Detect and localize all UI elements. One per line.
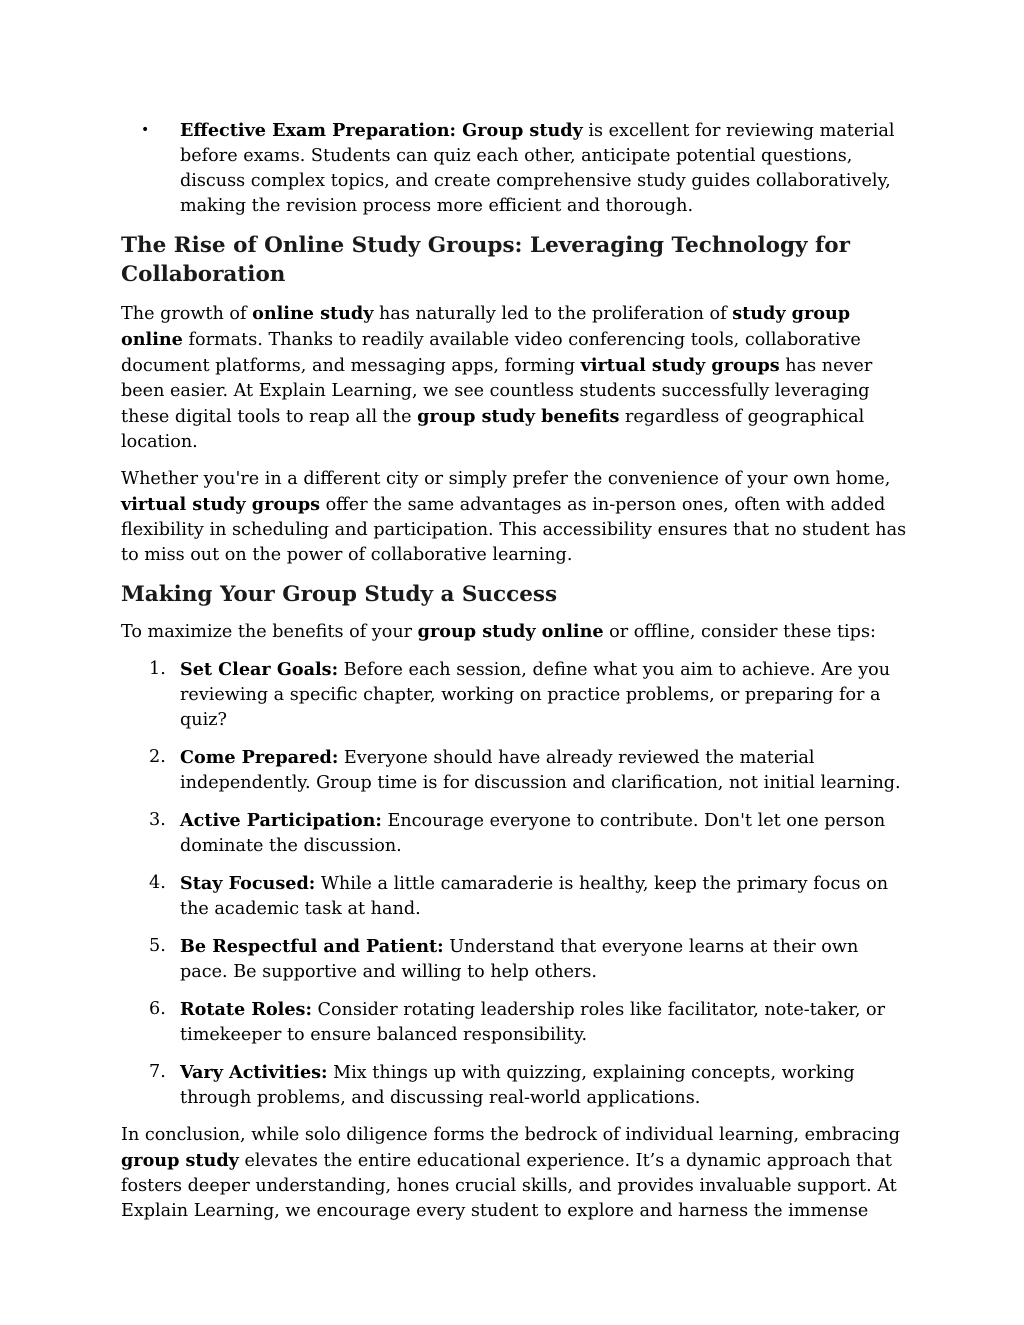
list-number: 3. xyxy=(149,810,166,830)
list-item: 1. Set Clear Goals: Before each session, define what you aim to achieve. Are you reviewing a specific chapter, working on practice problems, or preparing for a quiz? xyxy=(149,659,891,730)
list-item: 7. Vary Activities: Mix things up with quizzing, explaining concepts, working through problems, and discussing real-world applications. xyxy=(149,1062,855,1108)
bullet-bold: Effective Exam Preparation: Group study xyxy=(180,120,583,141)
list-number: 2. xyxy=(149,747,166,767)
list-number: 4. xyxy=(149,873,166,893)
tips-list xyxy=(121,657,907,1111)
document-content xyxy=(121,118,907,1236)
paragraph-tips-intro: To maximize the benefits of your group study online or offline, consider these tips: xyxy=(121,621,876,642)
list-item xyxy=(121,118,907,219)
section-heading-success: Making Your Group Study a Success xyxy=(121,582,558,607)
list-item: 5. Be Respectful and Patient: Understand that everyone learns at their own pace. Be supportive and willing to help others. xyxy=(149,936,859,982)
paragraph-conclusion: In conclusion, while solo diligence forms the bedrock of individual learning, embracing group study elevates the entire educational experience. It’s a dynamic approach that fosters deeper understanding, hones crucial skills, and provides invaluable support. At Explain Learning, we encourage every student to explore and harness the immense xyxy=(121,1125,901,1221)
list-number: 6. xyxy=(149,999,166,1019)
bullet-text: is excellent for reviewing material before exams. Students can quiz each other, anticipate potential questions, discuss complex topics, and create comprehensive study guides collaboratively, making the revision process more efficient and thorough. xyxy=(180,121,895,216)
paragraph-online-study-growth: The growth of online study has naturally led to the proliferation of study group online formats. Thanks to readily available video conferencing tools, collaborative document platforms, and messaging apps, forming virtual study groups has never been easier. At Explain Learning, we see countless students successfully leveraging these digital tools to reap all the group study benefits regardless of geographical location. xyxy=(121,303,873,452)
list-number: 5. xyxy=(149,936,166,956)
list-number: 1. xyxy=(149,659,166,679)
bullet-list xyxy=(121,118,907,219)
paragraph-virtual-groups: Whether you're in a different city or simply prefer the convenience of your own home, virtual study groups offer the same advantages as in-person ones, often with added flexibility in scheduling and participation. This accessibility ensures that no student has to miss out on the power of collaborative learning. xyxy=(121,469,907,565)
list-number: 7. xyxy=(149,1062,166,1082)
list-item: 2. Come Prepared: Everyone should have already reviewed the material independently. Group time is for discussion and clarification, not initial learning. xyxy=(149,747,901,793)
list-item: 6. Rotate Roles: Consider rotating leadership roles like facilitator, note-taker, or timekeeper to ensure balanced responsibility. xyxy=(149,999,886,1045)
list-item: 4. Stay Focused: While a little camaraderie is healthy, keep the primary focus on the academic task at hand. xyxy=(149,873,889,919)
section-heading-online-study-groups: The Rise of Online Study Groups: Leveraging Technology for Collaboration xyxy=(121,233,850,287)
list-item: 3. Active Participation: Encourage everyone to contribute. Don't let one person dominate the discussion. xyxy=(149,810,886,856)
